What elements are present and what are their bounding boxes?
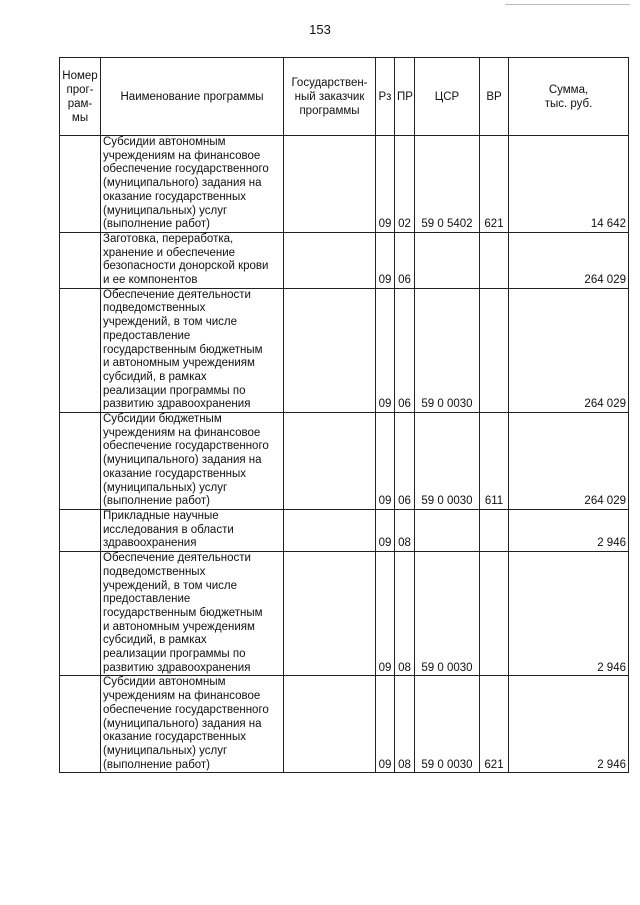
program-name-line: государственным бюджетным: [103, 343, 263, 356]
program-name-line: оказание государственных: [103, 190, 247, 203]
table-row: [60, 232, 629, 288]
cell-sum: 14 642: [509, 136, 629, 233]
header-program-name: Наименование программы: [101, 58, 284, 136]
program-name-line: учреждениям на финансовое: [103, 690, 261, 703]
cell-rz: 09: [376, 552, 395, 676]
cell-program-number: [60, 509, 101, 551]
program-name-line: (муниципальных) услуг: [103, 481, 228, 494]
program-name-line: хранение и обеспечение: [103, 246, 236, 259]
table-row: [60, 288, 629, 412]
program-name-line: реализации программы по: [103, 384, 246, 397]
cell-program-name: [101, 676, 284, 773]
cell-customer: [284, 232, 376, 288]
program-name-line: Субсидии бюджетным: [103, 413, 222, 426]
cell-rz: 09: [376, 136, 395, 233]
header-pr: ПР: [395, 58, 415, 136]
program-name-line: подведомственных: [103, 565, 206, 578]
cell-pr: 02: [395, 136, 415, 233]
cell-vr: [480, 509, 509, 551]
cell-vr: 611: [480, 413, 509, 510]
program-name-line: реализации программы по: [103, 648, 246, 661]
cell-customer: [284, 413, 376, 510]
program-name-line: предоставление: [103, 593, 191, 606]
program-name-line: здравоохранения: [103, 537, 197, 550]
cell-program-number: [60, 676, 101, 773]
program-name-line: (выполнение работ): [103, 758, 211, 771]
cell-customer: [284, 136, 376, 233]
program-name-line: оказание государственных: [103, 731, 247, 744]
header-program-number: Номер прог- рам- мы: [60, 58, 101, 136]
cell-program-name: [101, 232, 284, 288]
cell-vr: 621: [480, 136, 509, 233]
program-name-line: предоставление: [103, 329, 191, 342]
program-name-line: Субсидии автономным: [103, 676, 226, 689]
cell-csr: 59 0 5402: [415, 136, 480, 233]
program-name-line: исследования в области: [103, 523, 234, 536]
cell-sum: 2 946: [509, 509, 629, 551]
program-name-line: обеспечение государственного: [103, 163, 269, 176]
cell-program-number: [60, 288, 101, 412]
program-name-line: (выполнение работ): [103, 495, 211, 508]
cell-rz: 09: [376, 509, 395, 551]
program-name-line: государственным бюджетным: [103, 606, 263, 619]
program-name-line: (муниципальных) услуг: [103, 204, 228, 217]
program-name-line: Заготовка, переработка,: [103, 232, 234, 245]
program-name-line: оказание государственных: [103, 467, 247, 480]
program-name-line: Субсидии автономным: [103, 136, 226, 148]
table-row: [60, 413, 629, 510]
program-name-line: подведомственных: [103, 302, 206, 315]
cell-csr: 59 0 0030: [415, 676, 480, 773]
cell-program-number: [60, 413, 101, 510]
cell-program-number: [60, 552, 101, 676]
cell-rz: 09: [376, 676, 395, 773]
cell-sum: 264 029: [509, 288, 629, 412]
table-header-row: [60, 58, 629, 136]
cell-csr: [415, 232, 480, 288]
header-customer: Государствен- ный заказчик программы: [284, 58, 376, 136]
header-rz: Рз: [376, 58, 395, 136]
program-name-line: учреждений, в том числе: [103, 579, 238, 592]
program-name-line: и ее компонентов: [103, 274, 198, 287]
program-name-line: учреждениям на финансовое: [103, 426, 261, 439]
program-name-line: (муниципального) задания на: [103, 717, 262, 730]
program-name-line: субсидий, в рамках: [103, 370, 207, 383]
cell-sum: 264 029: [509, 413, 629, 510]
program-name-line: (муниципального) задания на: [103, 177, 262, 190]
cell-program-name: [101, 413, 284, 510]
cell-customer: [284, 509, 376, 551]
cell-program-name: [101, 509, 284, 551]
program-name-line: обеспечение государственного: [103, 703, 269, 716]
cell-customer: [284, 288, 376, 412]
program-name-line: Прикладные научные: [103, 509, 219, 522]
program-name-line: (выполнение работ): [103, 218, 211, 231]
program-name-line: и автономным учреждениям: [103, 620, 255, 633]
cell-pr: 06: [395, 288, 415, 412]
cell-sum: 2 946: [509, 552, 629, 676]
cell-vr: [480, 552, 509, 676]
program-name-line: развитию здравоохранения: [103, 661, 251, 674]
header-sum: Сумма, тыс. руб.: [509, 58, 629, 136]
table-row: [60, 136, 629, 233]
program-name-line: Обеспечение деятельности: [103, 288, 251, 301]
table-row: [60, 676, 629, 773]
cell-program-number: [60, 232, 101, 288]
program-name-line: обеспечение государственного: [103, 440, 269, 453]
cell-csr: 59 0 0030: [415, 552, 480, 676]
cell-csr: 59 0 0030: [415, 288, 480, 412]
cell-pr: 06: [395, 413, 415, 510]
program-name-line: Обеспечение деятельности: [103, 552, 251, 565]
cell-vr: 621: [480, 676, 509, 773]
program-name-line: (муниципального) задания на: [103, 454, 262, 467]
cell-rz: 09: [376, 232, 395, 288]
cell-rz: 09: [376, 288, 395, 412]
program-name-line: учреждениям на финансовое: [103, 149, 261, 162]
program-name-line: развитию здравоохранения: [103, 398, 251, 411]
table-row: [60, 509, 629, 551]
cell-pr: 08: [395, 552, 415, 676]
cell-program-name: [101, 136, 284, 233]
cell-program-name: [101, 288, 284, 412]
cell-program-number: [60, 136, 101, 233]
cell-pr: 08: [395, 676, 415, 773]
cell-pr: 08: [395, 509, 415, 551]
table-row: [60, 552, 629, 676]
cell-program-name: [101, 552, 284, 676]
program-name-line: и автономным учреждениям: [103, 357, 255, 370]
cell-rz: 09: [376, 413, 395, 510]
program-name-line: субсидий, в рамках: [103, 634, 207, 647]
cell-vr: [480, 288, 509, 412]
program-name-line: (муниципальных) услуг: [103, 744, 228, 757]
cell-sum: 2 946: [509, 676, 629, 773]
cell-customer: [284, 676, 376, 773]
header-vr: ВР: [480, 58, 509, 136]
cell-csr: [415, 509, 480, 551]
cell-pr: 06: [395, 232, 415, 288]
program-name-line: безопасности донорской крови: [103, 260, 269, 273]
page-number: 153: [309, 22, 331, 37]
header-csr: ЦСР: [415, 58, 480, 136]
cell-vr: [480, 232, 509, 288]
cell-sum: 264 029: [509, 232, 629, 288]
program-name-line: учреждений, в том числе: [103, 316, 238, 329]
cell-csr: 59 0 0030: [415, 413, 480, 510]
scan-edge-mark: [505, 4, 630, 5]
budget-program-table: [59, 57, 629, 773]
cell-customer: [284, 552, 376, 676]
